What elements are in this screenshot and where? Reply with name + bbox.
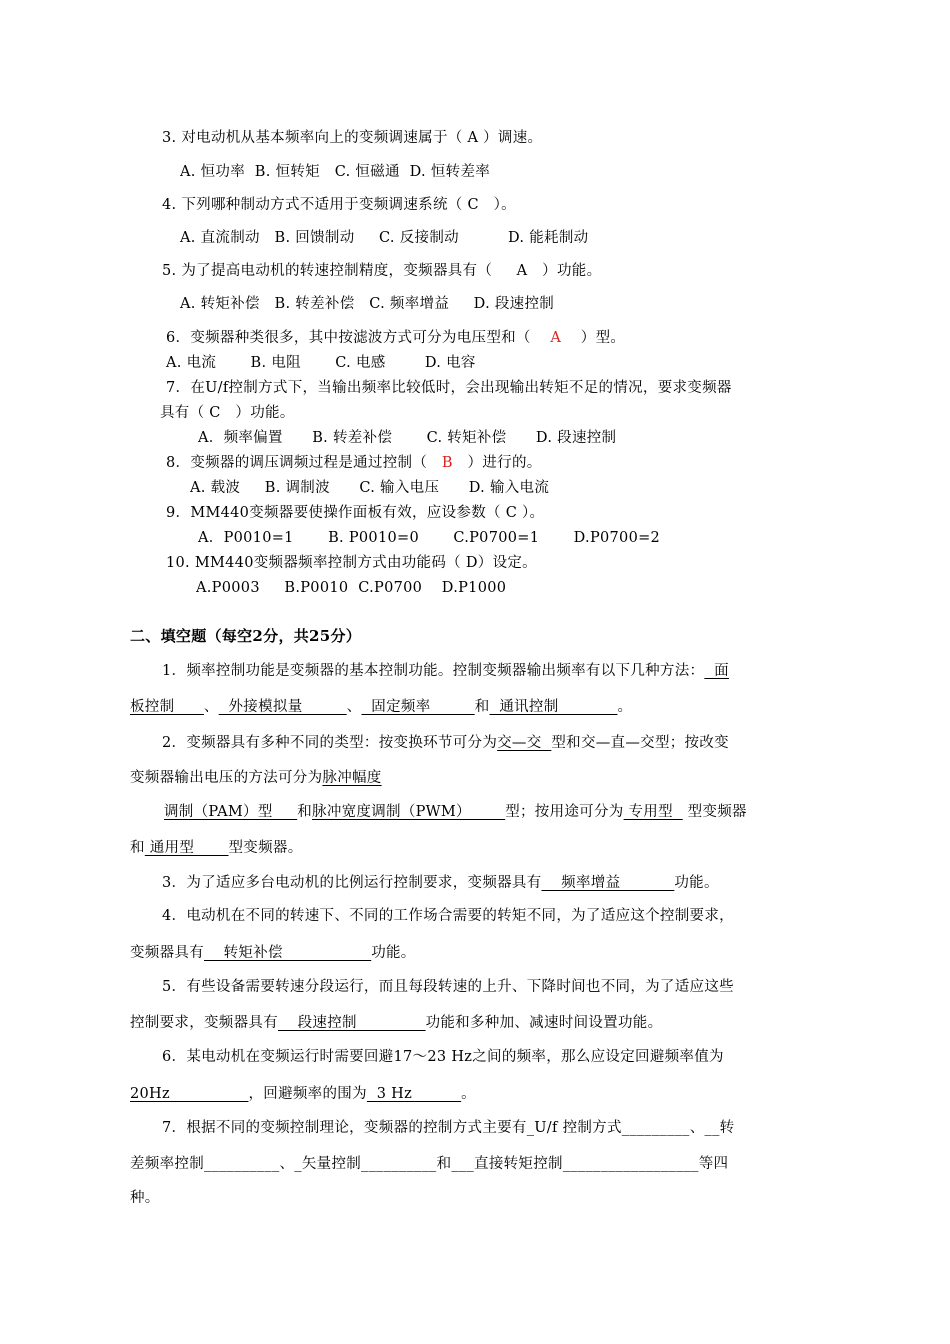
q8-stem-b: ）进行的。: [452, 455, 542, 471]
f2-blank-5: 通用型: [144, 840, 229, 856]
f3-blank: 频率增益: [541, 875, 675, 891]
f2-text-l3f: 型变频器: [682, 804, 747, 820]
q3-options: A. 恒功率 B. 恒转矩 C. 恒磁通 D. 恒转差率: [180, 164, 491, 180]
q8-stem: [166, 453, 542, 473]
f7-sep-2: 、: [279, 1156, 295, 1172]
f2-text-l2: 变频器输出电压的方法可分为: [130, 770, 323, 786]
q7-stem-line1: 7．在U/f控制方式下，当输出频率比较低时，会出现输出转矩不足的情况，要求变频器: [166, 380, 732, 396]
f7-and: 和: [436, 1156, 452, 1172]
f2-text-a: 2．变频器具有多种不同的类型：按变换环节可分为: [162, 735, 498, 751]
f1-blank-4: 通讯控制: [489, 699, 618, 715]
f4-line2: [130, 943, 416, 963]
f7-blank-1: _U/f 控制方式_________: [526, 1120, 690, 1136]
q6-answer: A: [550, 330, 562, 346]
f6-blank-2: 3 Hz: [366, 1086, 462, 1102]
f6-line2: [130, 1084, 476, 1104]
f1-text: 1．频率控制功能是变频器的基本控制功能。控制变频器输出频率有以下几种方法：: [162, 663, 705, 679]
q5-options: A. 转矩补偿 B. 转差补偿 C. 频率增益 D. 段速控制: [180, 296, 555, 312]
q10-stem: 10. MM440变频器频率控制方式由功能码（ D）设定。: [166, 555, 537, 571]
f4-blank: 转矩补偿: [204, 945, 372, 961]
q6-stem-a: 6．变频器种类很多，其中按滤波方式可分为电压型和（: [166, 330, 551, 346]
f4-end: 功能。: [371, 945, 416, 961]
f2-text-c: 型和交—直—交型；按改变: [551, 735, 729, 751]
f1-blank-1b: 板控制: [130, 699, 204, 715]
f5-line1: 5．有些设备需要转速分段运行，而且每段转速的上升、下降时间也不同，为了适应这些: [162, 979, 734, 995]
q5-stem: 5. 为了提高电动机的转速控制精度，变频器具有（ A ）功能。: [162, 263, 602, 279]
f1-sep-1: 、: [203, 699, 219, 715]
f2-text-l4c: 型变频器。: [228, 840, 303, 856]
f5-line2: [130, 1013, 662, 1033]
f1-blank-1a: 面: [704, 663, 729, 679]
q6-options: A. 电流 B. 电阻 C. 电感 D. 电容: [166, 355, 476, 371]
f7-blank-4: ___直接转矩控制__________________: [451, 1156, 699, 1172]
f2-blank-1: 交—交: [497, 735, 552, 751]
f2-and: 和: [297, 804, 313, 820]
f2-line2: [130, 768, 382, 788]
f1-line1: [162, 661, 729, 681]
f6-line1: 6．某电动机在变频运行时需要回避17～23 Hz之间的频率，那么应设定回避频率值为: [162, 1049, 724, 1065]
q9-stem: 9．MM440变频器要使操作面板有效，应设参数（ C ）。: [166, 505, 545, 521]
f5-end: 功能和多种加、减速时间设置功能。: [425, 1015, 663, 1031]
q8-stem-a: 8．变频器的调压调频过程是通过控制（: [166, 455, 442, 471]
f7-text-end: 等四: [698, 1156, 729, 1172]
f3-end: 功能。: [674, 875, 719, 891]
q4-stem: 4. 下列哪种制动方式不适用于变频调速系统（ C ）。: [162, 197, 516, 213]
f1-end: 。: [617, 699, 633, 715]
f6-end: 。: [461, 1086, 476, 1102]
f1-sep-2: 、: [346, 699, 362, 715]
f7-sep-1: 、: [689, 1120, 705, 1136]
f2-and-2: 和: [130, 840, 145, 856]
q7-stem-line2: 具有（ C ）功能。: [160, 405, 295, 421]
q7-options: A．频率偏置 B. 转差补偿 C. 转矩补偿 D. 段速控制: [198, 430, 617, 446]
f7-text: 7．根据不同的变频控制理论，变频器的控制方式主要有: [162, 1120, 527, 1136]
f7-blank-2a: __转: [704, 1120, 735, 1136]
q9-options: A．P0010=1 B. P0010=0 C.P0700=1 D.P0700=2: [198, 530, 661, 546]
f2-blank-3: 脉冲宽度调制（PWM）: [312, 804, 506, 820]
f7-line3: 种。: [130, 1190, 160, 1206]
f2-blank-4: 专用型: [623, 804, 683, 820]
section2-title: 二、填空题（每空2分，共25分）: [130, 627, 362, 645]
q3-stem: 3. 对电动机从基本频率向上的变频调速属于（ A ）调速。: [162, 130, 543, 146]
q8-answer: B: [441, 455, 453, 471]
f7-line2: [130, 1154, 728, 1174]
q8-options: A. 载波 B. 调制波 C. 输入电压 D. 输入电流: [190, 480, 550, 496]
f1-line2: [130, 697, 632, 717]
f2-blank-2b: 调制（PAM）型: [164, 804, 298, 820]
f2-text-l3d: 型；按用途可分为: [505, 804, 624, 820]
q4-options: A. 直流制动 B. 回馈制动 C. 反接制动 D. 能耗制动: [180, 230, 589, 246]
f4-text: 变频器具有: [130, 945, 204, 961]
f7-blank-3: _矢量控制__________: [294, 1156, 437, 1172]
f4-line1: 4．电动机在不同的转速下、不同的工作场合需要的转矩不同，为了适应这个控制要求，: [162, 908, 734, 924]
q6-stem-b: ）型。: [561, 330, 626, 346]
f2-line3: [164, 802, 747, 822]
f7-blank-2b: 差频率控制__________: [130, 1156, 280, 1172]
f2-line1: [162, 733, 729, 753]
f1-blank-2: 外接模拟量: [218, 699, 347, 715]
f2-line4: [130, 838, 303, 858]
f3-line1: [162, 873, 719, 893]
f5-text: 控制要求，变频器具有: [130, 1015, 278, 1031]
f5-blank: 段速控制: [278, 1015, 426, 1031]
f1-blank-3: 固定频率: [361, 699, 475, 715]
f6-blank-1: 20Hz: [130, 1086, 249, 1102]
f3-text: 3．为了适应多台电动机的比例运行控制要求，变频器具有: [162, 875, 542, 891]
f7-line1: [162, 1118, 734, 1138]
q6-stem: [166, 328, 625, 348]
q10-options: A.P0003 B.P0010 C.P0700 D.P1000: [196, 580, 507, 596]
f1-sep-3: 和: [474, 699, 490, 715]
f2-blank-2a: 脉冲幅度: [322, 770, 382, 786]
f6-text: ，回避频率的围为: [248, 1086, 367, 1102]
